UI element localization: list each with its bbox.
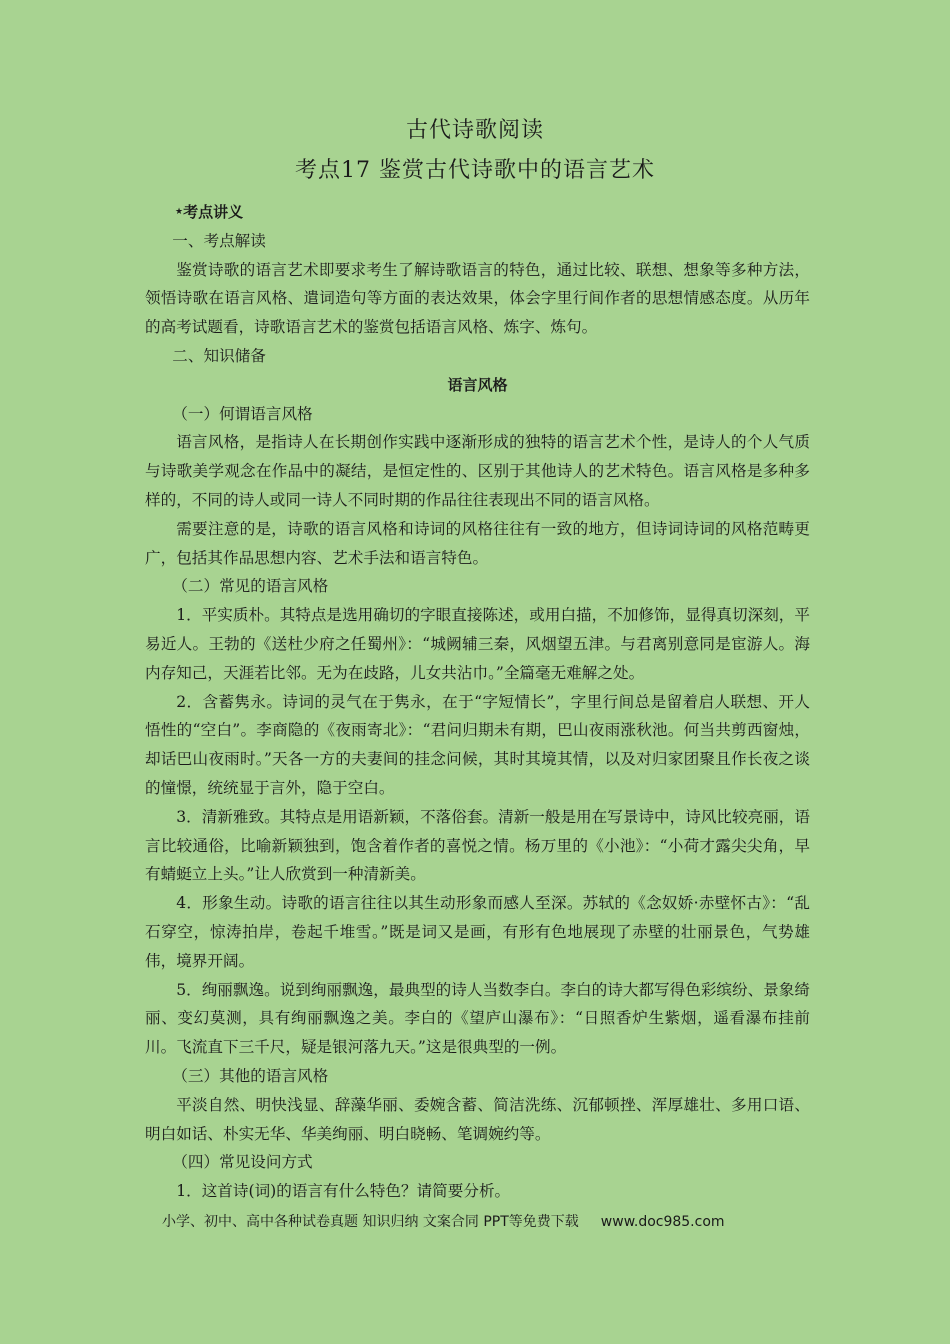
- star-icon: ★: [175, 207, 184, 218]
- subsection-4-heading: （四）常见设问方式: [172, 1153, 313, 1172]
- page-footer: [162, 1211, 862, 1233]
- subsection-2-heading: （二）常见的语言风格: [172, 577, 329, 596]
- subsection-3-paragraph: 平淡自然、明快浅显、辞藻华丽、委婉含蓄、简洁洗练、沉郁顿挫、浑厚雄壮、多用口语、明白如话、朴实无华、华美绚丽、明白晓畅、笔调婉约等。: [145, 1095, 810, 1143]
- question-item: 1．这首诗(词)的语言有什么特色？请简要分析。: [176, 1182, 511, 1201]
- style-item: 5．绚丽飘逸。说到绚丽飘逸，最典型的诗人当数李白。李白的诗大都写得色彩缤纷、景象绮丽、变幻莫测，具有绚丽飘逸之美。李白的《望庐山瀑布》：“日照香炉生紫烟，遥看瀑布挂前川。飞流直下三千尺，疑是银河落九天。”这是很典型的一例。: [145, 980, 810, 1057]
- document-body: [145, 198, 810, 1206]
- footer-url-link[interactable]: www.doc985.com: [600, 1214, 725, 1230]
- subsection-1-paragraph-2: 需要注意的是，诗歌的语言风格和诗词的风格往往有一致的地方，但诗词诗词的风格范畴更广，包括其作品思想内容、艺术手法和语言特色。: [145, 519, 810, 567]
- lecture-label: 考点讲义: [183, 203, 244, 221]
- style-item: 1．平实质朴。其特点是选用确切的字眼直接陈述，或用白描，不加修饰，显得真切深刻，平易近人。王勃的《送杜少府之任蜀州》：“城阙辅三秦，风烟望五津。与君离别意同是宦游人。海内存知己，天涯若比邻。无为在歧路，儿女共沾巾。”全篇毫无难解之处。: [145, 606, 810, 682]
- lecture-heading: [145, 198, 810, 227]
- topic-heading: 语言风格: [447, 375, 508, 394]
- subsection-1-heading: （一）何谓语言风格: [172, 404, 313, 423]
- style-item: 3．清新雅致。其特点是用语新颖，不落俗套。清新一般是用在写景诗中，诗风比较亮丽，语言比较通俗，比喻新颖独到，饱含着作者的喜悦之情。杨万里的《小池》：“小荷才露尖尖角，早有蜻蜓立上头。”让人欣赏到一种清新美。: [145, 807, 810, 884]
- style-item: 4．形象生动。诗歌的语言往往以其生动形象而感人至深。苏轼的《念奴娇·赤壁怀古》：“乱石穿空，惊涛拍岸，卷起千堆雪。”既是词又是画，有形有色地展现了赤壁的壮丽景色，气势雄伟，境界开阔。: [145, 894, 810, 970]
- style-item: 2．含蓄隽永。诗词的灵气在于隽永，在于“字短情长”，字里行间总是留着启人联想、开人悟性的“空白”。李商隐的《夜雨寄北》：“君问归期未有期，巴山夜雨涨秋池。何当共剪西窗烛，却话巴山夜雨时。”天各一方的夫妻间的挂念问候，其时其境其情，以及对归家团聚且作长夜之谈的憧憬，统统显于言外，隐于空白。: [145, 692, 810, 798]
- section-2-heading: 二、知识储备: [172, 347, 266, 366]
- subsection-3-heading: （三）其他的语言风格: [172, 1067, 329, 1085]
- document-subtitle: 考点17 鉴赏古代诗歌中的语言艺术: [295, 158, 655, 183]
- section-1-heading: 一、考点解读: [172, 231, 266, 250]
- document-title: 古代诗歌阅读: [405, 118, 544, 143]
- subsection-1-paragraph-1: 语言风格，是指诗人在长期创作实践中逐渐形成的独特的语言艺术个性，是诗人的个人气质与诗歌美学观念在作品中的凝结，是恒定性的、区别于其他诗人的艺术特色。语言风格是多种多样的，不同的诗人或同一诗人不同时期的作品往往表现出不同的语言风格。: [145, 433, 810, 510]
- section-1-paragraph: 鉴赏诗歌的语言艺术即要求考生了解诗歌语言的特色，通过比较、联想、想象等多种方法，领悟诗歌在语言风格、遣词造句等方面的表达效果，体会字里行间作者的思想情感态度。从历年的高考试题看，诗歌语言艺术的鉴赏包括语言风格、炼字、炼句。: [145, 260, 810, 337]
- footer-text: 小学、初中、高中各种试卷真题 知识归纳 文案合同 PPT等免费下载: [162, 1214, 579, 1230]
